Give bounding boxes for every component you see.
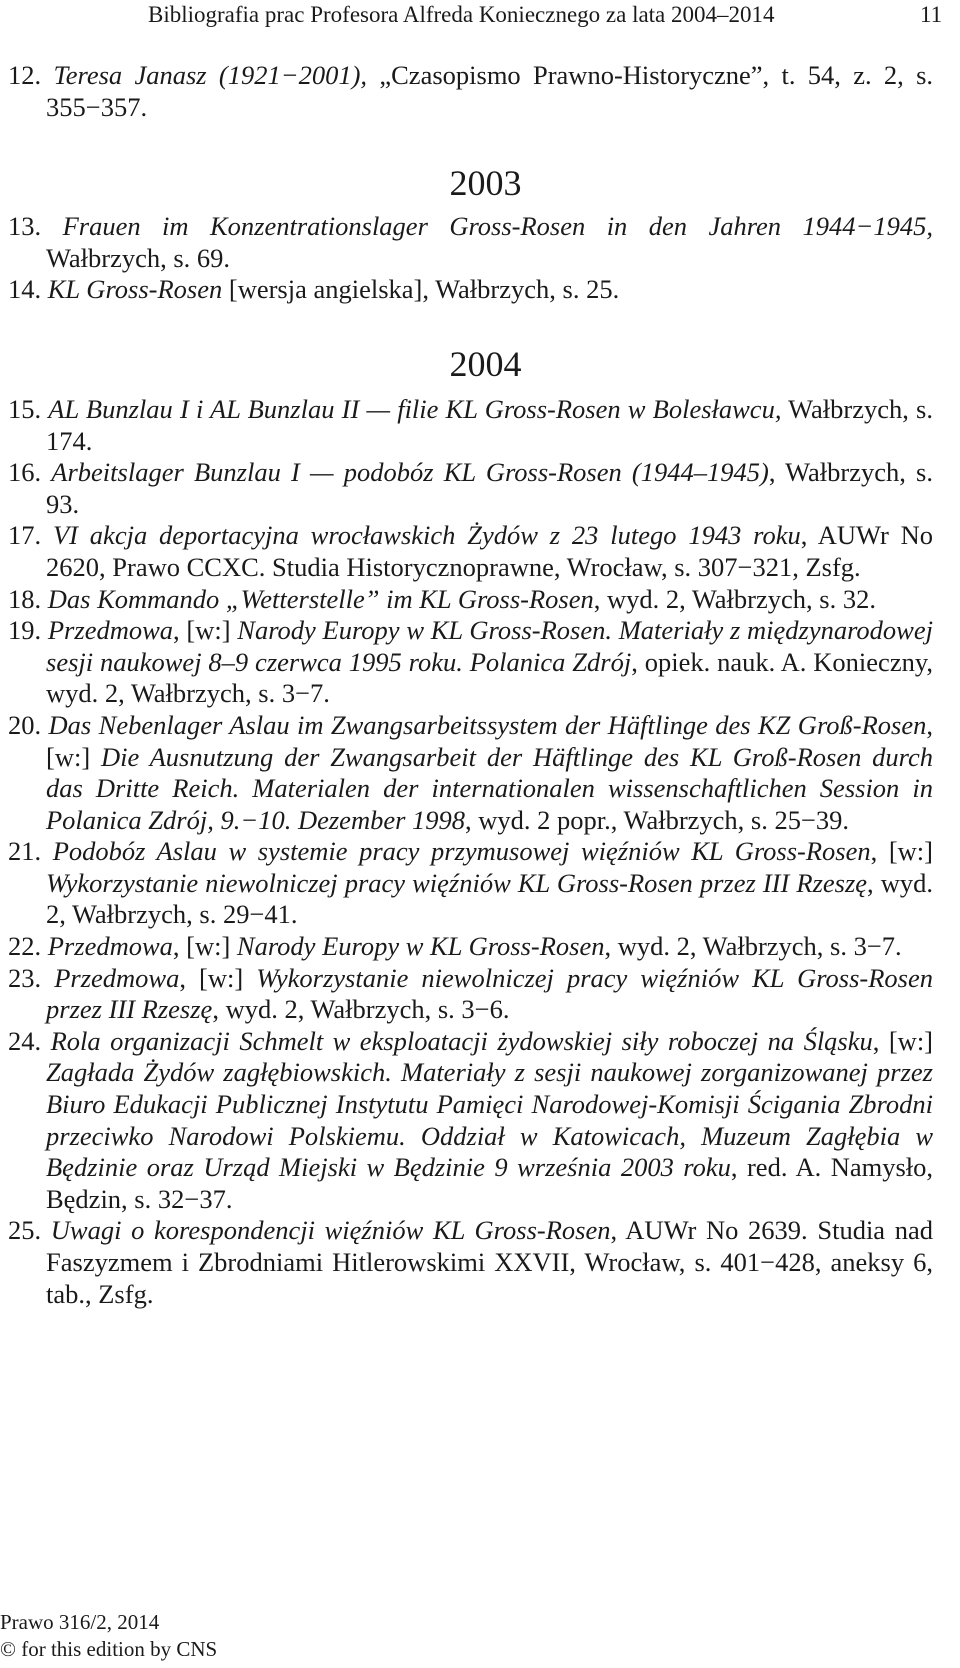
entry-text: , wyd. 2, Wałbrzych, s. 3−6.	[212, 994, 510, 1025]
entry-number: 23.	[8, 962, 55, 993]
bibliography-entry	[8, 931, 933, 963]
entry-text: „Czasopismo Prawno-Historyczne”, t. 54, z. 2, s. 355−357.	[46, 60, 934, 122]
entry-number: 24.	[8, 1025, 51, 1056]
entry-number: 17.	[8, 520, 53, 551]
bibliography-entry	[8, 836, 933, 931]
entry-title-italic: KL Gross-Rosen	[47, 274, 223, 305]
year-heading: 2004	[449, 343, 522, 384]
entry-number: 13.	[8, 211, 63, 242]
entry-text: Wałbrzych, s. 69.	[46, 242, 231, 273]
entry-text: , wyd. 2 popr., Wałbrzych, s. 25−39.	[465, 804, 850, 835]
entry-number: 20.	[8, 709, 49, 740]
bibliography-entry	[8, 963, 933, 1026]
entry-title-italic: Das Kommando „Wetterstelle” im KL Gross-Rosen	[47, 583, 594, 614]
entry-title-italic: Zagłada Żydów zagłębiowskich. Materiały z sesji naukowej zorganizowanej przez Biuro Edukacji Publicznej Instytutu Pamięci Narodowej-Komisji Ścigania Zbrodni przeciwko Narodowi Polskiemu. Oddział w Katowicach, Muzeum Zagłębia w Będzinie oraz Urząd Miejski w Będzinie 9 września 2003 roku	[46, 1057, 933, 1183]
entry-title-italic: Das Nebenlager Aslau im Zwangsarbeitssystem der Häftlinge des KZ Groß-Rosen	[48, 709, 927, 740]
entry-text: , [w:]	[872, 1025, 934, 1056]
bibliography-entry	[8, 520, 933, 583]
entry-title-italic: Uwagi o korespondencji więźniów KL Gross-Rosen	[50, 1215, 611, 1246]
bibliography-entry	[8, 584, 933, 616]
entry-text: , wyd. 2, Wałbrzych, s. 29−41.	[46, 867, 933, 930]
entry-number: 25.	[8, 1215, 51, 1246]
entry-number: 18.	[8, 583, 48, 614]
entry-text: , [w:]	[172, 931, 237, 962]
running-title: Bibliografia prac Profesora Alfreda Koniecznego za lata 2004–2014	[148, 2, 775, 27]
entry-title-italic: AL Bunzlau I i AL Bunzlau II — filie KL Gross-Rosen w Bolesławcu,	[48, 393, 782, 424]
entry-title-italic: Narody Europy w KL Gross-Rosen	[236, 931, 605, 962]
entry-text: , AUWr No 2639. Studia nad Faszyzmem i Zbrodniami Hitlerowskimi XXVII, Wrocław, s. 401−428, aneksy 6, tab., Zsfg.	[46, 1215, 933, 1309]
entry-text: , [w:]	[179, 962, 257, 993]
entry-title-italic: VI akcja deportacyjna wrocławskich Żydów z 23 lutego 1943 roku	[52, 520, 801, 551]
bibliography-entry	[8, 615, 933, 710]
copyright-notice: © for this edition by CNS	[0, 1637, 218, 1661]
entry-text: , wyd. 2, Wałbrzych, s. 3−7.	[604, 931, 902, 962]
page-number: 11	[920, 2, 943, 27]
entry-title-italic: Przedmowa	[47, 931, 173, 962]
bibliography-list	[8, 60, 933, 1310]
entry-text: , red. A. Namysło, Będzin, s. 32−37.	[46, 1152, 934, 1214]
page-footer	[0, 1609, 217, 1663]
bibliography-entry	[8, 710, 933, 836]
entry-title-italic: Narody Europy w KL Gross-Rosen. Materiały z międzynarodowej sesji naukowej 8–9 czerwca 1995 roku. Polanica Zdrój	[46, 615, 933, 677]
bibliography-entry	[8, 394, 933, 457]
entry-number: 21.	[8, 836, 53, 867]
entry-title-italic: Rola organizacji Schmelt w eksploatacji żydowskiej siły roboczej na Śląsku	[50, 1025, 873, 1056]
entry-text: , [w:]	[46, 709, 933, 772]
entry-text: , AUWr No 2620, Prawo CCXC. Studia Historycznoprawne, Wrocław, s. 307−321, Zsfg.	[46, 520, 934, 582]
entry-title-italic: Arbeitslager Bunzlau I — podobóz KL Gross-Rosen (1944–1945)	[51, 457, 769, 488]
entry-title-italic: Podobóz Aslau w systemie pracy przymusowej więźniów KL Gross-Rosen	[52, 836, 871, 867]
bibliography-entry	[8, 1026, 933, 1216]
bibliography-entry	[8, 1215, 933, 1310]
bibliography-entry	[8, 60, 933, 123]
entry-title-italic: Teresa Janasz (1921−2001),	[53, 60, 368, 90]
year-heading: 2003	[449, 163, 522, 204]
entry-number: 15.	[8, 393, 49, 424]
entry-text: , Wałbrzych, s. 93.	[46, 457, 933, 519]
entry-number: 22.	[8, 931, 48, 962]
entry-text: , wyd. 2, Wałbrzych, s. 32.	[593, 583, 876, 614]
entry-title-italic: Frauen im Konzentrationslager Gross-Rosen in den Jahren 1944−1945,	[62, 211, 934, 242]
bibliography-entry	[8, 274, 933, 306]
entry-number: 19.	[8, 615, 48, 646]
entry-number: 16.	[8, 457, 52, 488]
entry-text: [wersja angielska], Wałbrzych, s. 25.	[222, 274, 620, 305]
entry-title-italic: Przedmowa	[54, 962, 180, 993]
entry-text: , [w:]	[173, 615, 238, 646]
entry-title-italic: Wykorzystanie niewolniczej pracy więźniów KL Gross-Rosen przez III Rzeszę	[46, 962, 934, 1025]
entry-number: 14.	[8, 274, 48, 305]
entry-number: 12.	[8, 60, 54, 90]
entry-text: , opiek. nauk. A. Konieczny, wyd. 2, Wałbrzych, s. 3−7.	[46, 646, 933, 709]
bibliography-entry	[8, 211, 933, 274]
entry-text: Wałbrzych, s. 174.	[46, 393, 933, 456]
entry-title-italic: Die Ausnutzung der Zwangsarbeit der Häftlinge des KL Groß-Rosen durch das Dritte Reich. Materialen der internationalen wissenschaftlichen Session in Polanica Zdrój, 9.−10. Dezember 1998	[46, 741, 934, 835]
entry-text: , [w:]	[870, 836, 933, 867]
bibliography-entry	[8, 457, 933, 520]
journal-citation: Prawo 316/2, 2014	[0, 1610, 160, 1634]
entry-title-italic: Wykorzystanie niewolniczej pracy więźniów KL Gross-Rosen przez III Rzeszę	[46, 867, 868, 898]
entry-title-italic: Przedmowa	[47, 615, 174, 646]
